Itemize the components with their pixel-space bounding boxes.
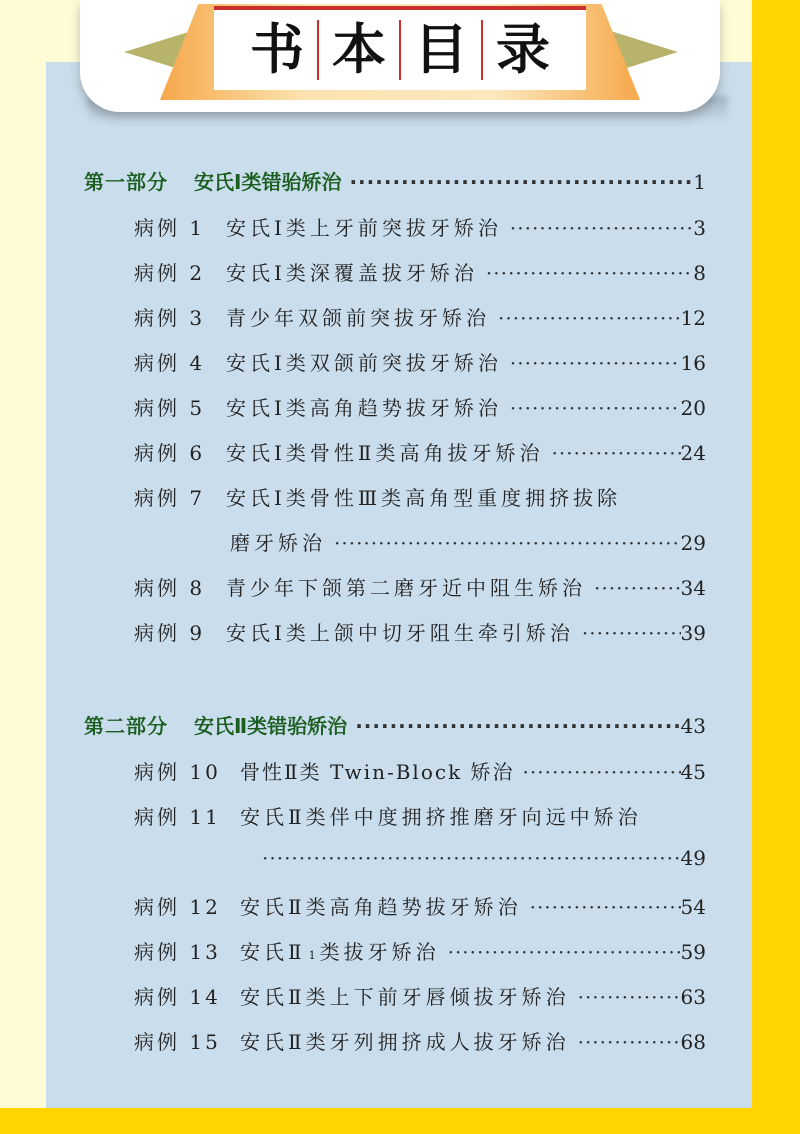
page-number: 34 (680, 576, 706, 600)
leader-dots (523, 760, 681, 784)
case-title: 安氏Ⅰ类骨性Ⅱ类高角拔牙矫治 (226, 441, 544, 465)
toc-entry[interactable] (134, 302, 706, 331)
case-label: 病例 8 (134, 576, 206, 600)
page-number: 63 (680, 985, 706, 1009)
leader-dots (355, 714, 680, 738)
page-number: 29 (680, 531, 706, 555)
toc-entry-continuation[interactable] (230, 527, 706, 556)
page-number: 24 (680, 441, 706, 465)
toc-entry[interactable] (134, 981, 706, 1010)
leader-dots (498, 306, 681, 330)
page-number: 1 (693, 170, 706, 194)
toc-entry[interactable] (134, 437, 706, 466)
toc-entry[interactable] (134, 482, 706, 511)
case-label: 病例 14 (134, 985, 221, 1009)
part-title: 安氏Ⅱ类错骀矫治 (194, 714, 348, 738)
page-number: 49 (680, 846, 706, 870)
leader-dots (510, 351, 681, 375)
case-title: 安氏Ⅰ类上牙前突拔牙矫治 (226, 216, 502, 240)
case-label: 病例 4 (134, 351, 206, 375)
case-label: 病例 5 (134, 396, 206, 420)
case-title: 青少年下颌第二磨牙近中阻生矫治 (226, 576, 586, 600)
page-number: 54 (680, 895, 706, 919)
case-title: 安氏Ⅰ类骨性Ⅲ类高角型重度拥挤拔除 (226, 486, 622, 510)
case-label: 病例 1 (134, 216, 206, 240)
case-title: 安氏Ⅱ (240, 940, 306, 964)
leader-dots (262, 846, 681, 870)
case-title-suffix: 类拔牙矫治 (319, 940, 440, 964)
leader-dots (578, 1030, 681, 1054)
case-title: 安氏Ⅰ类双颌前突拔牙矫治 (226, 351, 502, 375)
case-label: 病例 15 (134, 1030, 221, 1054)
leader-dots (349, 170, 693, 194)
case-title: 安氏Ⅰ类上颌中切牙阻生牵引矫治 (226, 621, 574, 645)
page-number: 39 (680, 621, 706, 645)
toc-entry[interactable] (134, 212, 706, 241)
leader-dots (552, 441, 681, 465)
toc-entry[interactable] (134, 1026, 706, 1055)
toc-part-1[interactable] (84, 166, 706, 195)
case-label: 病例 7 (134, 486, 206, 510)
page-number: 59 (680, 940, 706, 964)
case-title: 安氏Ⅱ类伴中度拥挤推磨牙向远中矫治 (240, 805, 642, 829)
toc-entry[interactable] (134, 936, 706, 965)
leader-dots (594, 576, 681, 600)
leader-dots (582, 621, 681, 645)
superscript: 1 (308, 949, 316, 962)
page-number: 8 (693, 261, 706, 285)
toc-entry[interactable] (134, 801, 706, 830)
page-number: 12 (680, 306, 706, 330)
toc-entry[interactable] (134, 572, 706, 601)
title-char: 书 (250, 18, 304, 81)
case-label: 病例 3 (134, 306, 206, 330)
part-title: 安氏Ⅰ类错骀矫治 (194, 170, 342, 194)
case-label: 病例 13 (134, 940, 221, 964)
toc-entry[interactable] (134, 347, 706, 376)
case-title: 磨牙矫治 (230, 531, 326, 555)
toc-part-2[interactable] (84, 710, 706, 739)
title-char: 目 (414, 18, 468, 81)
case-label: 病例 9 (134, 621, 206, 645)
case-label: 病例 2 (134, 261, 206, 285)
leader-dots (334, 531, 681, 555)
leader-dots (510, 216, 693, 240)
page-number: 68 (680, 1030, 706, 1054)
toc-entry-continuation[interactable] (262, 846, 706, 870)
case-label: 病例 6 (134, 441, 206, 465)
case-title: 骨性Ⅱ类 Twin-Block 矫治 (240, 760, 515, 784)
case-label: 病例 12 (134, 895, 221, 919)
part-label: 第一部分 (84, 170, 168, 194)
case-title: 安氏Ⅱ类高角趋势拔牙矫治 (240, 895, 522, 919)
page-number: 3 (693, 216, 706, 240)
case-title: 安氏Ⅰ类高角趋势拔牙矫治 (226, 396, 502, 420)
page-number: 43 (680, 714, 706, 738)
toc-entry[interactable] (134, 891, 706, 920)
toc-entry[interactable] (134, 756, 706, 785)
case-title: 青少年双颌前突拔牙矫治 (226, 306, 490, 330)
case-label: 病例 10 (134, 760, 221, 784)
leader-dots (448, 940, 681, 964)
toc-entry[interactable] (134, 617, 706, 646)
leader-dots (486, 261, 693, 285)
page-number: 20 (680, 396, 706, 420)
case-title: 安氏Ⅰ类深覆盖拔牙矫治 (226, 261, 478, 285)
leader-dots (510, 396, 681, 420)
title-char: 录 (496, 18, 550, 81)
leader-dots (530, 895, 681, 919)
case-label: 病例 11 (134, 805, 221, 829)
part-label: 第二部分 (84, 714, 168, 738)
case-title: 安氏Ⅱ类牙列拥挤成人拔牙矫治 (240, 1030, 570, 1054)
toc-entry[interactable] (134, 257, 706, 286)
toc-entry[interactable] (134, 392, 706, 421)
leader-dots (578, 985, 681, 1009)
case-title: 安氏Ⅱ类上下前牙唇倾拔牙矫治 (240, 985, 570, 1009)
page-number: 16 (680, 351, 706, 375)
title-char: 本 (332, 18, 386, 81)
page-number: 45 (680, 760, 706, 784)
